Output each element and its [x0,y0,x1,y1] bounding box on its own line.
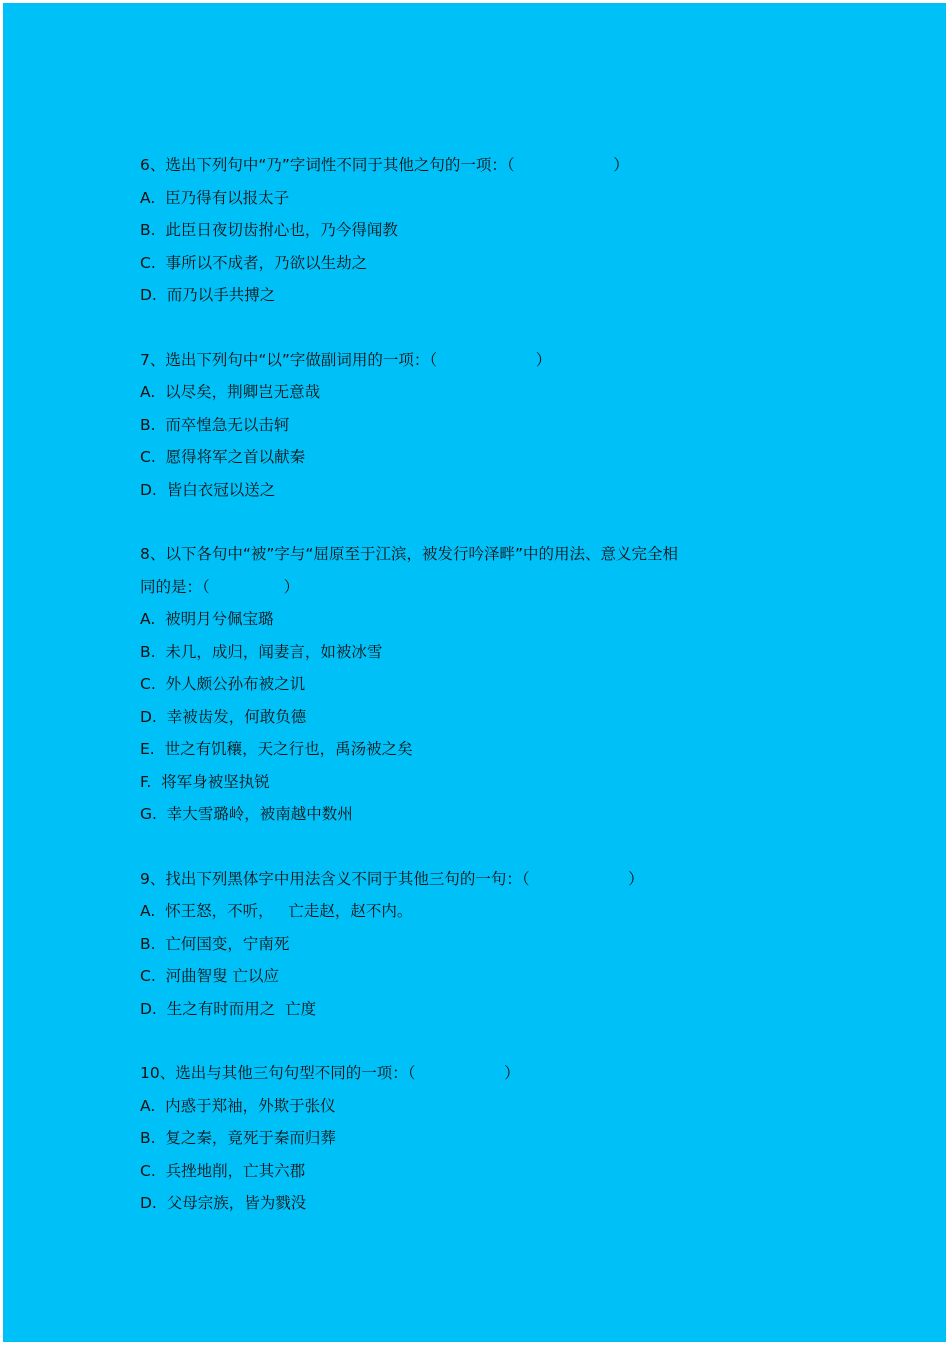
option-c: C. 事所以不成者，乃欲以生劫之 [140,253,368,272]
option-c: C. 愿得将军之首以献秦 [140,448,306,466]
option-a: A. 以尽矣，荆卿岂无意哉 [140,383,321,401]
question-stem: 8、以下各句中“被”字与“屈原至于江滨，被发行吟泽畔”中的用法、意义完全相 [140,545,678,563]
option-a: A. 怀王怒，不听， 亡走赵，赵不内。 [140,902,413,920]
option-f: F. 将军身被坚执锐 [140,772,270,791]
option-b: B. 此臣日夜切齿拊心也，乃今得闻教 [140,221,398,239]
option-a: A. 内惑于郑袖，外欺于张仪 [140,1096,336,1115]
question-stem: 7、选出下列句中“以”字做副词用的一项：（ ） [140,350,552,369]
option-d: D. 而乃以手共搏之 [140,286,276,304]
question-list [140,149,780,1252]
question-6 [140,149,780,312]
question-stem: 6、选出下列句中“乃”字词性不同于其他之句的一项：（ ） [140,156,629,174]
question-10 [140,1057,780,1220]
question-9 [140,863,780,1026]
question-stem: 10、选出与其他三句句型不同的一项：（ ） [140,1064,520,1082]
option-b: B. 亡何国变，宁南死 [140,934,290,953]
option-a: A. 臣乃得有以报太子 [140,188,290,207]
option-e: E. 世之有饥穰，天之行也，禹汤被之矣 [140,740,413,758]
question-stem-continued: 同的是：（ ） [140,577,300,596]
option-c: C. 兵挫地削，亡其六郡 [140,1161,306,1180]
question-7 [140,344,780,507]
option-b: B. 而卒惶急无以击轲 [140,415,290,434]
option-d: D. 皆白衣冠以送之 [140,480,276,499]
option-a: A. 被明月兮佩宝璐 [140,610,274,628]
option-d: D. 父母宗族，皆为戮没 [140,1194,307,1212]
option-b: B. 复之秦，竟死于秦而归葬 [140,1129,336,1147]
question-8 [140,538,780,831]
option-g: G. 幸大雪璐岭，被南越中数州 [140,805,353,823]
option-d: D. 幸被齿发，何敢负德 [140,707,307,726]
question-stem: 9、找出下列黑体字中用法含义不同于其他三句的一句：（ ） [140,869,644,888]
option-b: B. 未几，成归，闻妻言，如被冰雪 [140,642,383,661]
option-c: C. 河曲智叟 亡以应 [140,967,280,985]
option-c: C. 外人颇公孙布被之讥 [140,675,306,693]
option-d: D. 生之有时而用之 亡度 [140,999,317,1018]
